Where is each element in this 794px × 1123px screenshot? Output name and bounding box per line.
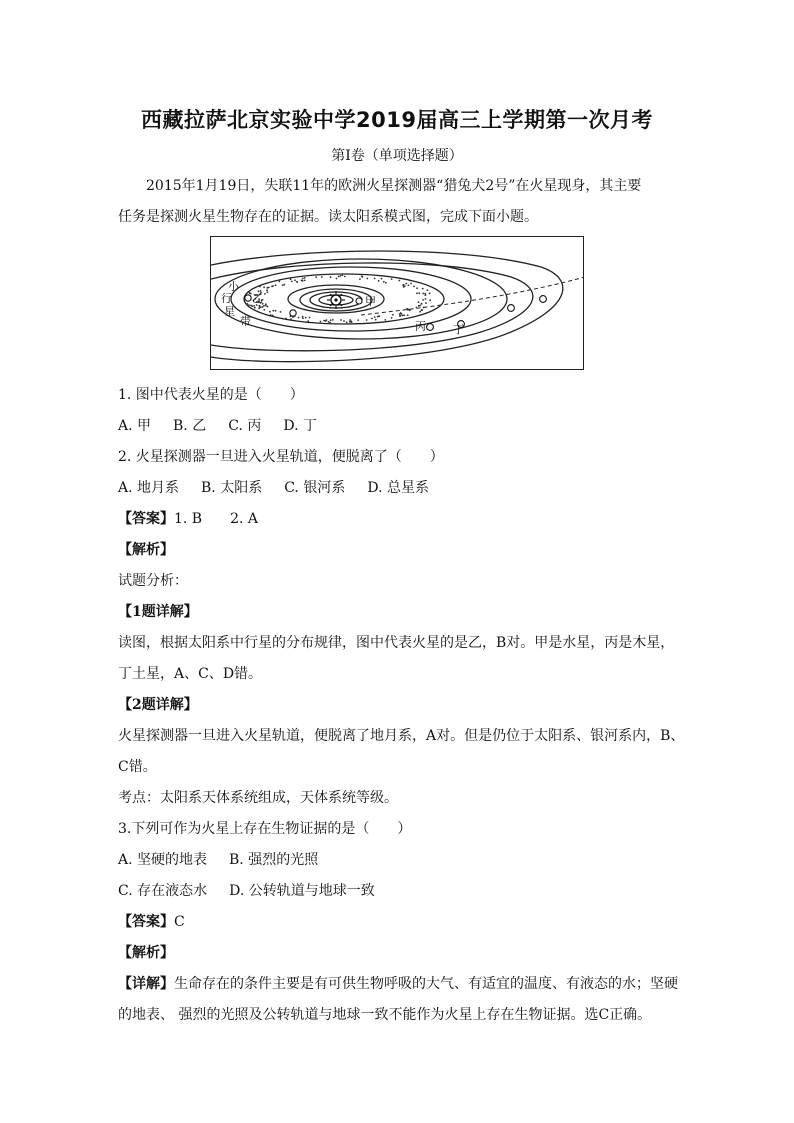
planet-uranus xyxy=(508,305,515,312)
asteroid-dot xyxy=(418,305,420,307)
asteroid-dot xyxy=(391,278,393,280)
asteroid-dot xyxy=(266,289,268,291)
asteroid-dot xyxy=(419,311,421,313)
detail-1-line-2: 丁土星，A、C、D错。 xyxy=(118,666,263,682)
asteroid-dot xyxy=(359,278,361,280)
asteroid-dot xyxy=(309,317,311,319)
label-ding: 丁 xyxy=(453,323,464,336)
asteroid-dot xyxy=(270,314,272,316)
label-belt-2: 行 xyxy=(221,292,232,305)
asteroid-dot xyxy=(366,278,368,280)
asteroid-dot xyxy=(408,284,410,286)
asteroid-dot xyxy=(416,292,418,294)
asteroid-dot xyxy=(267,287,269,289)
label-bing: 丙 xyxy=(415,320,426,333)
asteroid-dot xyxy=(381,278,383,280)
detail-3-text-1: 生命存在的条件主要是有可供生物呼吸的大气、有适宜的温度、有液态的水；坚硬 xyxy=(174,976,678,992)
asteroid-dot xyxy=(284,284,286,286)
asteroid-dot xyxy=(401,313,403,315)
answer-2 xyxy=(118,912,688,932)
asteroid-dot xyxy=(307,320,309,322)
label-belt-1: 小 xyxy=(228,280,239,293)
asteroid-dot xyxy=(263,286,265,288)
asteroid-dot xyxy=(366,319,368,321)
asteroid-dot xyxy=(375,319,377,321)
question-1-options xyxy=(118,416,688,436)
asteroid-dot xyxy=(305,317,307,319)
question-2-options xyxy=(118,478,688,498)
asteroid-dot xyxy=(425,298,427,300)
asteroid-dot xyxy=(290,278,292,280)
kaodian-note: 考点：太阳系天体系统组成，天体系统等级。 xyxy=(118,790,398,806)
asteroid-dot xyxy=(407,314,409,316)
asteroid-dot xyxy=(315,276,317,278)
asteroid-dot xyxy=(357,319,359,321)
asteroid-dot xyxy=(416,287,418,289)
asteroid-dot xyxy=(298,317,300,319)
sun-icon xyxy=(327,291,345,309)
solar-system-diagram xyxy=(210,236,584,370)
asteroid-dot xyxy=(336,278,338,280)
detail-2-line-2: C错。 xyxy=(118,759,157,775)
q1-option-a: A. 甲 xyxy=(118,418,152,434)
q1-option-d: D. 丁 xyxy=(283,418,317,434)
analysis-2-tag: 【解析】 xyxy=(118,945,174,961)
asteroid-dot xyxy=(422,293,424,295)
asteroid-dot xyxy=(383,281,385,283)
intro-line-1: 2015年1月19日，失联11年的欧洲火星探测器“猎兔犬2号”在火星现身，其主要 xyxy=(146,178,642,194)
q2-option-c: C. 银河系 xyxy=(284,480,346,496)
answer-1 xyxy=(118,509,688,529)
asteroid-dot xyxy=(263,309,265,311)
asteroid-dot xyxy=(350,320,352,322)
analysis-intro: 试题分析： xyxy=(118,573,188,589)
asteroid-dot xyxy=(338,276,340,278)
planet-jia xyxy=(356,298,362,304)
asteroid-dot xyxy=(421,309,423,311)
asteroid-dot xyxy=(272,310,274,312)
label-belt-3: 星 xyxy=(224,305,235,318)
answer-2-tag: 【答案】 xyxy=(118,914,174,930)
asteroid-dot xyxy=(362,276,364,278)
asteroid-dot xyxy=(301,280,303,282)
asteroid-dot xyxy=(402,315,404,317)
asteroid-dot xyxy=(304,277,306,279)
asteroid-dot xyxy=(340,319,342,321)
question-1-stem: 1. 图中代表火星的是（ ） xyxy=(118,387,304,403)
asteroid-dot xyxy=(374,316,376,318)
asteroid-dot xyxy=(343,320,345,322)
document-title: 西藏拉萨北京实验中学2019届高三上学期第一次月考 xyxy=(141,108,653,132)
question-3-options-row-1 xyxy=(118,850,688,870)
asteroid-dot xyxy=(340,275,342,277)
planet-yi xyxy=(245,295,251,301)
asteroid-dot xyxy=(429,299,431,301)
asteroid-dot xyxy=(285,318,287,320)
asteroid-dot xyxy=(425,302,427,304)
asteroid-dot xyxy=(330,276,332,278)
q3-option-c: C. 存在液态水 xyxy=(118,883,208,899)
q3-option-d: D. 公转轨道与地球一致 xyxy=(229,883,375,899)
asteroid-dot xyxy=(384,319,386,321)
asteroid-dot xyxy=(418,301,420,303)
asteroid-dot xyxy=(329,322,331,324)
label-jia: 甲 xyxy=(365,295,376,308)
asteroid-dot xyxy=(302,278,304,280)
question-3-options-row-2 xyxy=(118,881,688,901)
asteroid-dot xyxy=(413,286,415,288)
q2-option-b: B. 太阳系 xyxy=(201,480,263,496)
asteroid-dot xyxy=(258,307,260,309)
asteroid-dot xyxy=(392,314,394,316)
asteroid-dot xyxy=(275,310,277,312)
asteroid-dot xyxy=(400,315,402,317)
detail-3-line-2: 的地表、 强烈的光照及公转轨道与地球一致不能作为火星上存在生物证据。选C正确。 xyxy=(118,1007,652,1023)
asteroid-dot xyxy=(403,286,405,288)
intro-line-2: 任务是探测火星生物存在的证据。读太阳系模式图，完成下面小题。 xyxy=(118,209,538,225)
planet-earth xyxy=(290,310,296,316)
asteroid-dot xyxy=(403,314,405,316)
asteroid-dot xyxy=(330,319,332,321)
analysis-1-tag: 【解析】 xyxy=(118,542,174,558)
asteroid-dot xyxy=(282,284,284,286)
asteroid-dot xyxy=(399,313,401,315)
asteroid-dot xyxy=(407,309,409,311)
answer-1-tag: 【答案】 xyxy=(118,511,174,527)
asteroid-dot xyxy=(267,291,269,293)
asteroid-dot xyxy=(410,283,412,285)
q1-option-c: C. 丙 xyxy=(228,418,262,434)
asteroid-dot xyxy=(346,322,348,324)
asteroid-dot xyxy=(422,288,424,290)
asteroid-dot xyxy=(265,303,267,305)
asteroid-dot xyxy=(418,292,420,294)
detail-2-line-1: 火星探测器一旦进入火星轨道，便脱离了地月系，A对。但是仍位于太阳系、银河系内，B、 xyxy=(118,728,685,744)
asteroid-dot xyxy=(332,319,334,321)
asteroid-dot xyxy=(253,305,255,307)
asteroid-dot xyxy=(344,276,346,278)
asteroid-dot xyxy=(320,321,322,323)
asteroid-dot xyxy=(385,282,387,284)
asteroid-dot xyxy=(296,281,298,283)
asteroid-dot xyxy=(391,317,393,319)
asteroid-dot xyxy=(341,275,343,277)
asteroid-dot xyxy=(280,311,282,313)
asteroid-dot xyxy=(304,280,306,282)
asteroid-dot xyxy=(262,306,264,308)
asteroid-dot xyxy=(424,293,426,295)
detail-1-line-1: 读图，根据太阳系中行星的分布规律，图中代表火星的是乙，B对。甲是水星，丙是木星， xyxy=(118,635,675,651)
asteroid-dot xyxy=(271,286,273,288)
question-3-stem: 3.下列可作为火星上存在生物证据的是（ ） xyxy=(118,821,412,837)
planet-bing xyxy=(427,324,434,331)
answer-2-text: C xyxy=(174,914,185,930)
q2-option-d: D. 总星系 xyxy=(367,480,429,496)
asteroid-dot xyxy=(427,289,429,291)
asteroid-dot xyxy=(328,321,330,323)
asteroid-dot xyxy=(429,292,431,294)
asteroid-dot xyxy=(402,284,404,286)
asteroid-dot xyxy=(259,286,261,288)
asteroid-dot xyxy=(405,283,407,285)
asteroid-dot xyxy=(279,281,281,283)
detail-3-tag: 【详解】 xyxy=(118,976,174,992)
asteroid-dot xyxy=(272,315,274,317)
asteroid-dot xyxy=(248,304,250,306)
asteroid-dot xyxy=(251,305,253,307)
asteroid-dot xyxy=(269,311,271,313)
asteroid-dot xyxy=(377,316,379,318)
asteroid-dot xyxy=(371,318,373,320)
asteroid-dot xyxy=(264,293,266,295)
asteroid-dot xyxy=(421,303,423,305)
orbit-jupiter xyxy=(244,274,444,324)
detail-3-line-1 xyxy=(118,974,688,994)
asteroid-dot xyxy=(302,316,304,318)
asteroid-dot xyxy=(247,303,249,305)
asteroid-dot xyxy=(294,279,296,281)
asteroid-dot xyxy=(378,280,380,282)
label-yi: 乙 xyxy=(252,292,263,305)
solar-system-figure xyxy=(211,237,584,370)
asteroid-dot xyxy=(302,317,304,319)
asteroid-dot xyxy=(374,278,376,280)
asteroid-dot xyxy=(275,284,277,286)
asteroid-dot xyxy=(325,320,327,322)
asteroid-dot xyxy=(290,318,292,320)
asteroid-dot xyxy=(422,299,424,301)
detail-2-tag: 【2题详解】 xyxy=(118,697,198,713)
q3-option-a: A. 坚硬的地表 xyxy=(118,852,208,868)
q1-option-b: B. 乙 xyxy=(173,418,207,434)
detail-1-tag: 【1题详解】 xyxy=(118,604,198,620)
asteroid-dot xyxy=(291,281,293,283)
q2-option-a: A. 地月系 xyxy=(118,480,180,496)
label-belt-4: 带 xyxy=(240,315,251,328)
asteroid-dot xyxy=(398,280,400,282)
section-subtitle: 第Ⅰ卷（单项选择题） xyxy=(331,148,463,164)
asteroid-dot xyxy=(248,291,250,293)
answer-1-text: 1. B 2. A xyxy=(174,511,259,527)
q3-option-b: B. 强烈的光照 xyxy=(229,852,319,868)
asteroid-dot xyxy=(254,307,256,309)
question-2-stem: 2. 火星探测器一旦进入火星轨道，便脱离了（ ） xyxy=(118,449,444,465)
asteroid-dot xyxy=(321,276,323,278)
asteroid-dot xyxy=(260,306,262,308)
planet-neptune xyxy=(540,296,547,303)
asteroid-dot xyxy=(266,306,268,308)
